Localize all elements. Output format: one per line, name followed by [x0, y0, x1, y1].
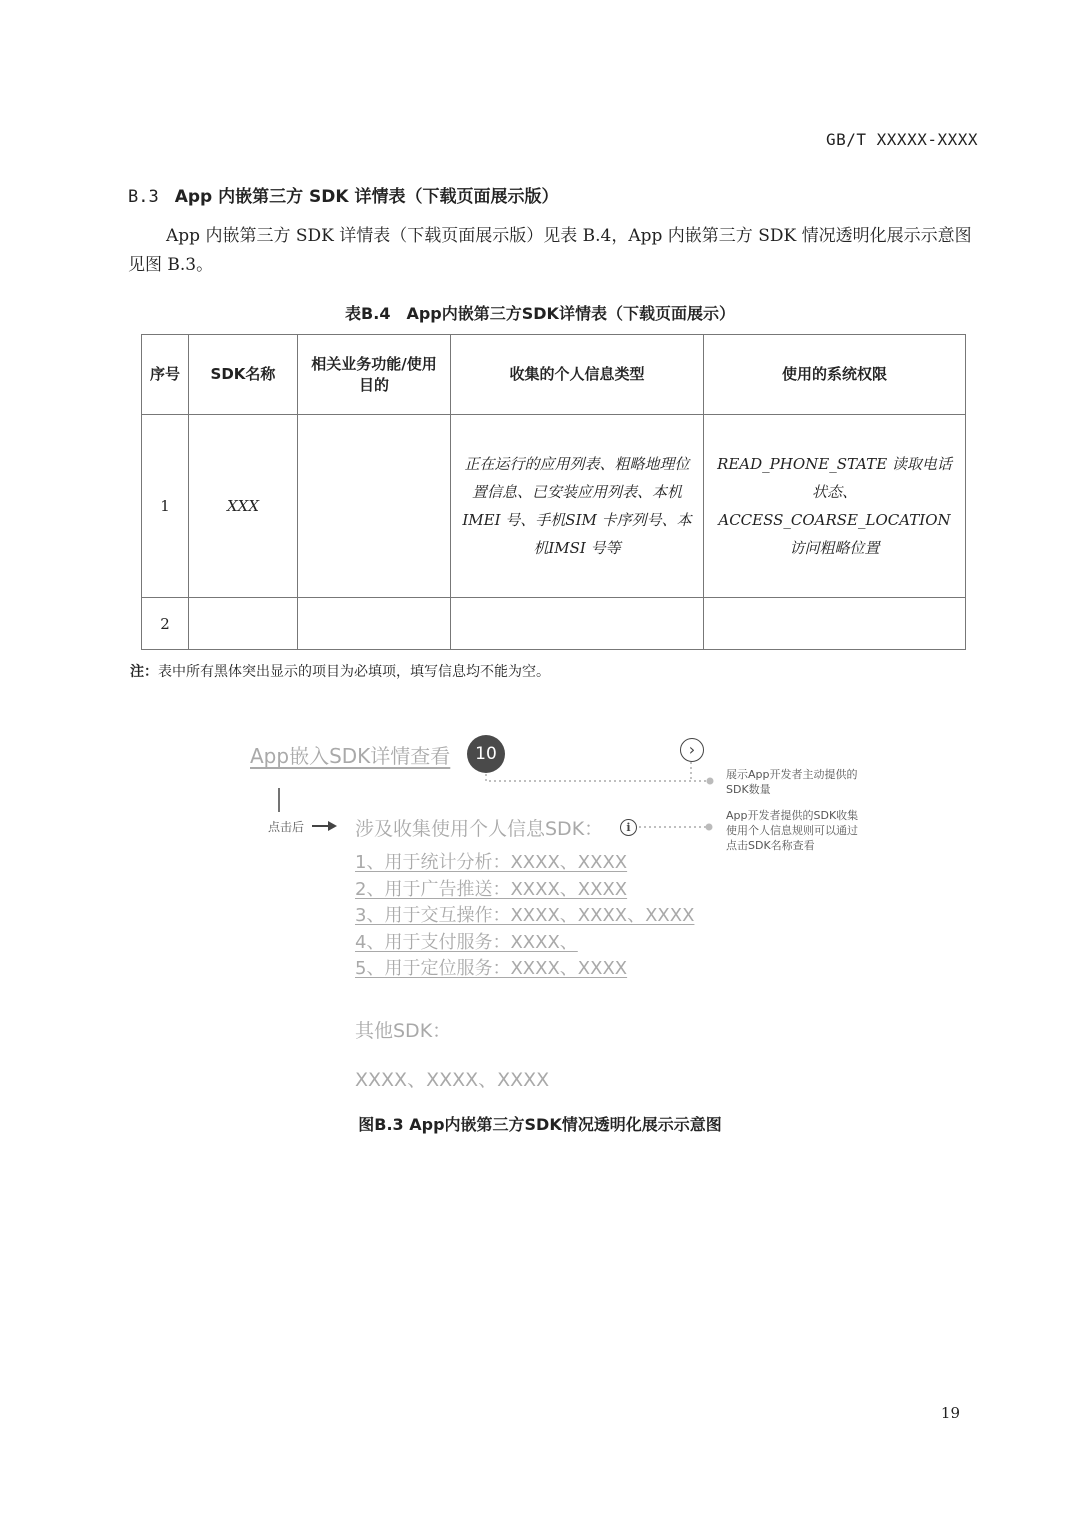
cell-sdk-name: XXX: [189, 415, 298, 598]
intro-paragraph: App 内嵌第三方 SDK 详情表（下载页面展示版）见表 B.4，App 内嵌第三方 SDK 情况透明化展示示意图见图 B.3。: [128, 226, 972, 275]
sdk-list-item[interactable]: 2、用于广告推送：XXXX、XXXX: [355, 878, 628, 900]
sdk-details-link[interactable]: App嵌入SDK详情查看: [250, 744, 451, 768]
callout-sdk-count: 展示App开发者主动提供的SDK数量: [726, 768, 858, 796]
sdk-list-item[interactable]: 5、用于定位服务：XXXX、XXXX: [355, 958, 628, 979]
note-text: 表中所有黑体突出显示的项目为必填项，填写信息均不能为空。: [158, 664, 550, 680]
sdk-list-item[interactable]: 4、用于支付服务：XXXX、: [355, 931, 578, 953]
cell-seq: 2: [142, 598, 189, 650]
figure-caption: 图B.3 App内嵌第三方SDK情况透明化展示示意图: [358, 1115, 722, 1134]
note-label: 注：: [130, 664, 158, 680]
cell-info-types: 正在运行的应用列表、粗略地理位置信息、已安装应用列表、本机IMEI 号、手机SIM 卡序列号、本机IMSI 号等: [451, 415, 704, 598]
cell-seq: 1: [142, 415, 189, 598]
badge-connector: [486, 774, 708, 781]
collect-sdk-heading: 涉及收集使用个人信息SDK：: [355, 818, 604, 840]
other-sdk-heading: 其他SDK：: [355, 1020, 452, 1042]
header-seq: 序号: [142, 335, 189, 415]
info-icon[interactable]: i: [620, 819, 637, 836]
collect-sdk-list: [355, 851, 694, 984]
header-sdk-name: SDK名称: [189, 335, 298, 415]
standard-code: GB/T XXXXX-XXXX: [826, 130, 978, 149]
callout-dot: [707, 778, 714, 785]
other-sdk-list: XXXX、XXXX、XXXX: [355, 1069, 550, 1091]
callout-sdk-rules: App开发者提供的SDK收集使用个人信息规则可以通过点击SDK名称查看: [726, 809, 859, 852]
callout-dot: [706, 824, 713, 831]
click-label: 点击后: [268, 820, 305, 834]
header-info-types: 收集的个人信息类型: [451, 335, 704, 415]
sdk-count-badge: 10: [467, 735, 505, 773]
page-number: 19: [940, 1404, 960, 1422]
header-permissions: 使用的系统权限: [704, 335, 966, 415]
chevron-right-circle-icon[interactable]: ›: [680, 738, 704, 762]
header-purpose: 相关业务功能/使用目的: [298, 335, 451, 415]
section-title: App 内嵌第三方 SDK 详情表（下载页面展示版）: [174, 187, 559, 207]
section-number: B.3: [128, 187, 159, 207]
cell-permissions: READ_PHONE_STATE 读取电话状态、ACCESS_COARSE_LOCATION 访问粗略位置: [704, 415, 966, 598]
sdk-list-item[interactable]: 1、用于统计分析：XXXX、XXXX: [355, 852, 628, 873]
sdk-list-item[interactable]: 3、用于交互操作：XXXX、XXXX、XXXX: [355, 905, 695, 926]
table-caption: 表B.4 App内嵌第三方SDK详情表（下载页面展示）: [345, 304, 735, 323]
arrow-right-icon: [312, 821, 337, 831]
